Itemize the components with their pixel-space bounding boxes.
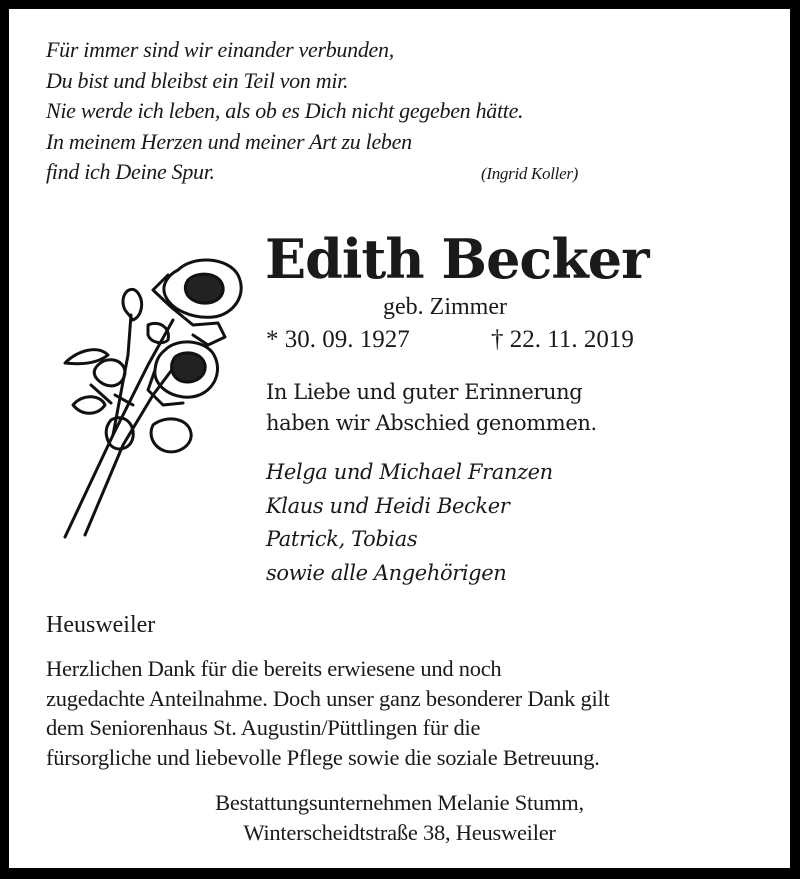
mourner: Klaus und Heidi Becker xyxy=(266,493,510,518)
obituary-notice xyxy=(9,9,790,868)
poem xyxy=(46,35,579,188)
place: Heusweiler xyxy=(46,612,156,638)
thanks-line: dem Seniorenhaus St. Augustin/Püttlingen für die xyxy=(46,715,481,740)
mourners-list xyxy=(266,456,553,590)
thanks-line: Herzlichen Dank für die bereits erwiesene und noch xyxy=(46,656,502,681)
poem-line: Nie werde ich leben, als ob es Dich nicht gegeben hätte. xyxy=(46,98,524,123)
poem-line: In meinem Herzen und meiner Art zu leben xyxy=(46,128,412,154)
thanks-line: zugedachte Anteilnahme. Doch unser ganz besonderer Dank gilt xyxy=(46,685,610,711)
mourner: Patrick, Tobias xyxy=(266,527,418,551)
birth-date: * 30. 09. 1927 xyxy=(266,326,410,353)
poem-line: find ich Deine Spur. xyxy=(46,159,215,184)
life-dates xyxy=(266,326,634,354)
maiden-name: geb. Zimmer xyxy=(383,294,507,320)
mourner: Helga und Michael Franzen xyxy=(266,460,553,484)
mourner: sowie alle Angehörigen xyxy=(266,560,507,585)
poem-author: (Ingrid Koller) xyxy=(481,164,579,183)
roses-icon xyxy=(53,245,248,545)
poem-line: Für immer sind wir einander verbunden, xyxy=(46,37,394,62)
poem-line: Du bist und bleibst ein Teil von mir. xyxy=(46,67,349,93)
farewell-line: haben wir Abschied genommen. xyxy=(266,411,597,435)
deceased-name: Edith Becker xyxy=(265,227,649,291)
thanks-text xyxy=(46,654,610,772)
thanks-line: fürsorgliche und liebevolle Pflege sowie die soziale Betreuung. xyxy=(46,744,600,770)
undertaker-line: Winterscheidtstraße 38, Heusweiler xyxy=(243,820,556,845)
farewell-text xyxy=(266,377,597,439)
death-date: † 22. 11. 2019 xyxy=(491,326,634,353)
undertaker-line: Bestattungsunternehmen Melanie Stumm, xyxy=(215,790,584,815)
undertaker-info xyxy=(9,788,790,848)
farewell-line: In Liebe und guter Erinnerung xyxy=(266,380,583,404)
